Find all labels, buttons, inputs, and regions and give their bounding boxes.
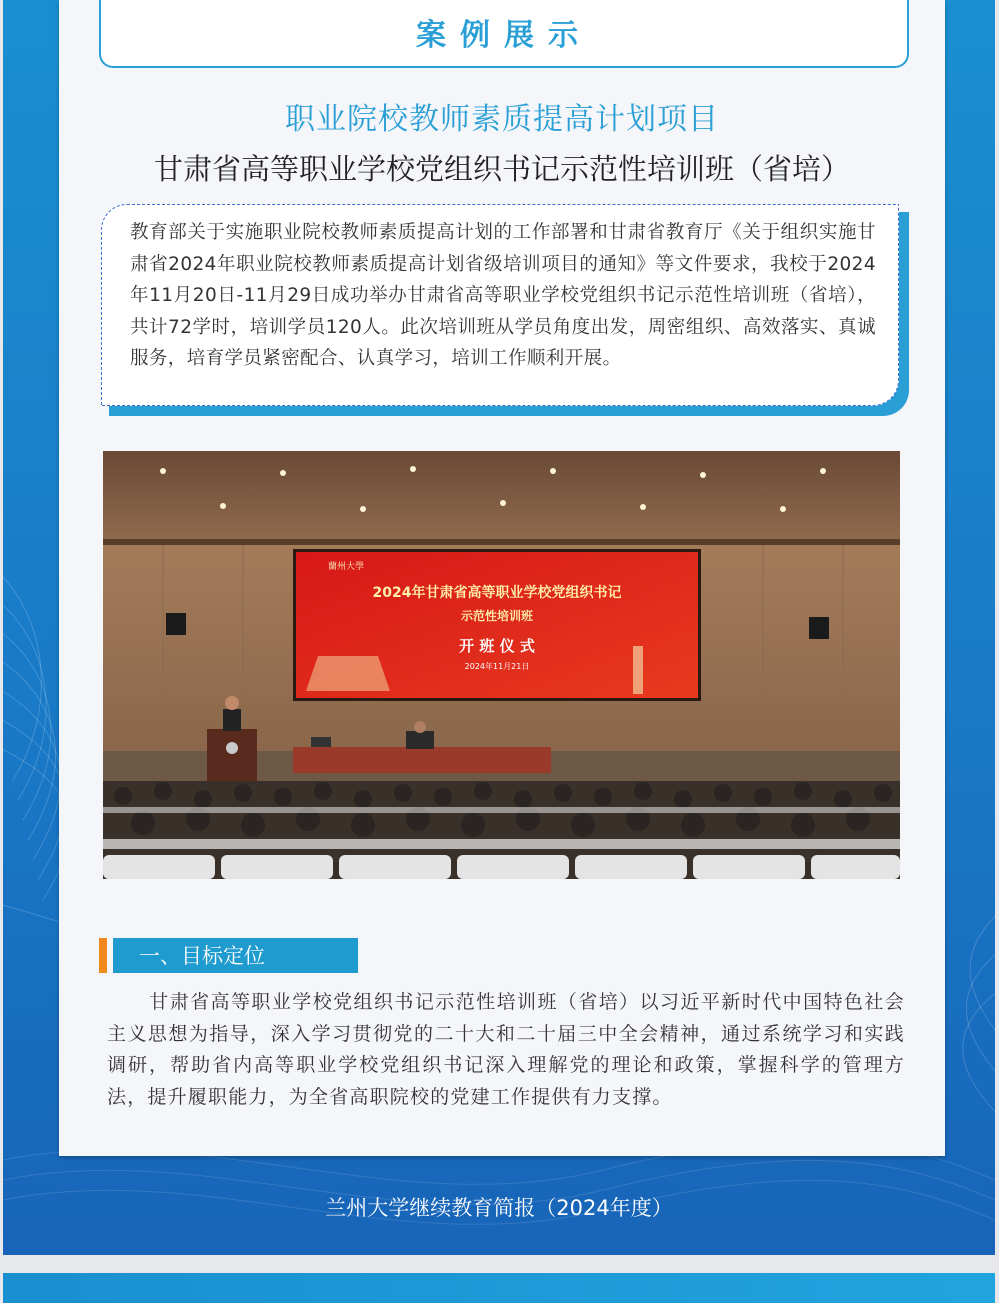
page-title: 甘肃省高等职业学校党组织书记示范性培训班（省培） <box>153 152 850 186</box>
screen-line2: 示范性培训班 <box>460 609 534 623</box>
section-heading-accent <box>99 938 107 973</box>
header-title: 案例展示 <box>416 18 592 53</box>
project-subtitle: 职业院校教师素质提高计划项目 <box>285 102 719 137</box>
ceremony-photo <box>103 451 900 879</box>
next-page-strip <box>3 1273 995 1303</box>
section-heading-label: 一、目标定位 <box>113 938 358 973</box>
section-heading <box>99 938 358 973</box>
header-box <box>99 0 909 68</box>
screen-line1: 2024年甘肃省高等职业学校党组织书记 <box>372 585 622 601</box>
screen-logo-text: 蘭州大學 <box>328 562 365 572</box>
section-body-text <box>107 987 905 1113</box>
content-card <box>59 0 945 1156</box>
footer-text: 兰州大学继续教育简报（2024年度） <box>325 1196 673 1220</box>
section-body-content: 甘肃省高等职业学校党组织书记示范性培训班（省培）以习近平新时代中国特色社会主义思想为指导，深入学习贯彻党的二十大和二十届三中全会精神，通过系统学习和实践调研，帮助省内高等职业学校党组织书记深入理解党的理论和政策，掌握科学的管理方法，提升履职能力，为全省高职院校的党建工作提供有力支撑。 <box>107 991 905 1108</box>
page-background <box>3 0 995 1255</box>
intro-text: 教育部关于实施职业院校教师素质提高计划的工作部署和甘肃省教育厅《关于组织实施甘肃省2024年职业院校教师素质提高计划省级培训项目的通知》等文件要求，我校于2024年11月20日-11月29日成功举办甘肃省高等职业学校党组织书记示范性培训班（省培），共计72学时，培训学员120人。此次培训班从学员角度出发，周密组织、高效落实、真诚服务，培育学员紧密配合、认真学习，培训工作顺利开展。 <box>101 204 899 406</box>
screen-line3: 开 班 仪 式 <box>459 637 535 655</box>
screen-date: 2024年11月21日 <box>464 662 530 671</box>
